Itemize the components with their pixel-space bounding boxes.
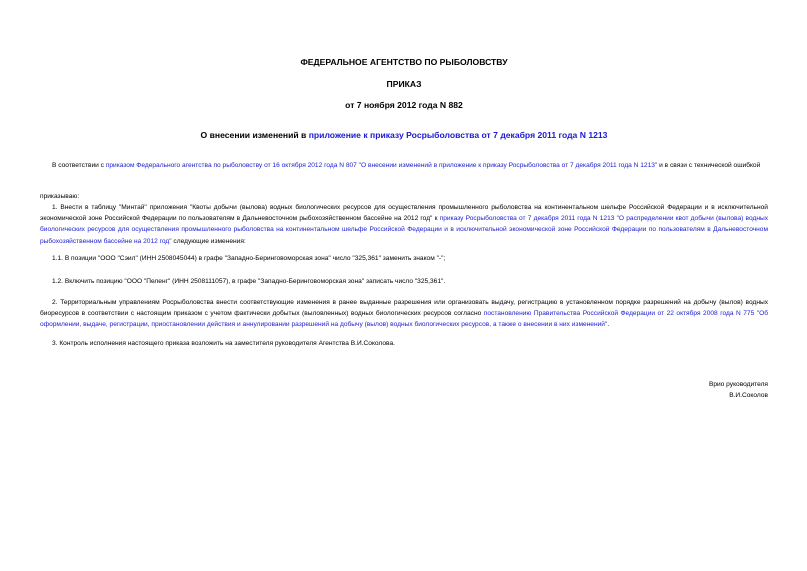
document-date-number: от 7 ноября 2012 года N 882 [345, 100, 463, 110]
item-1-1-paragraph: 1.1. В позиции "ООО "Сэил" (ИНН 2508045044) в графе "Западно-Беринговоморская зона" число "325,361" заменить знаком "-"; [52, 255, 446, 262]
item-2-paragraph [40, 297, 768, 331]
document-page [40, 0, 768, 571]
basis-suffix: и в связи с технической ошибкой [657, 162, 761, 169]
agency-title: ФЕДЕРАЛЬНОЕ АГЕНТСТВО ПО РЫБОЛОВСТВУ [300, 57, 508, 67]
item-1-link[interactable]: приказу Росрыболовства от 7 декабря 2011 года N 1213 "О распределении квот добычи (вылова) водных биологических ресурсов для осуществления промышленного рыболовства на континентальном шельфе Российской Федерации и в исключительной экономической зоне Российской Федерации по пользователям в Дальневосточном рыбохозяйственном бассейне на 2012 год" [40, 215, 768, 245]
signature-position: Врио руководителя [708, 381, 768, 388]
basis-prefix: В соответствии с [52, 162, 106, 169]
item-2-suffix: . [607, 321, 610, 329]
item-1-prefix: 1. Внести в таблицу "Минтай" приложения "Квоты добычи (вылова) водных биологических ресурсов для осуществления промышленного рыболовства на континентальном шельфе Российской Федерации и в исключительной экономической зоне Российской Федерации по пользователям в Дальневосточном рыбохозяйственном бассейне на 2012 год" к [40, 204, 768, 223]
subject-link[interactable]: приложение к приказу Росрыболовства от 7 декабря 2011 года N 1213 [308, 130, 608, 140]
document-type: ПРИКАЗ [386, 79, 422, 89]
item-3-paragraph: 3. Контроль исполнения настоящего приказа возложить на заместителя руководителя Агентства В.И.Соколова. [52, 340, 395, 347]
basis-link[interactable]: приказом Федерального агентства по рыболовству от 16 октября 2012 года N 807 "О внесении изменений в приложение к приказу Росрыболовства от 7 декабря 2011 года N 1213" [105, 162, 658, 169]
document-subject [40, 130, 768, 141]
signature-name: В.И.Соколов [729, 392, 768, 399]
subject-prefix: О внесении изменений в [200, 130, 309, 140]
item-1-paragraph [40, 202, 768, 247]
item-1-suffix: следующие изменения: [171, 237, 246, 245]
item-2-link[interactable]: постановлению Правительства Российской Федерации от 22 октября 2008 года N 775 "Об оформлении, выдаче, регистрации, приостановлении действия и аннулировании разрешений на добычу (вылов) водных биологических ресурсов, а также о внесении в них изменений" [40, 310, 768, 329]
basis-paragraph [40, 160, 768, 171]
item-2-prefix: 2. Территориальным управлениям Росрыболовства внести соответствующие изменения в ранее выданные разрешения или организовать выдачу, регистрацию в установленном порядке разрешений на добычу (вылов) водных биоресурсов в соответствии с настоящим приказом с учетом фактически добытых (выловленных) водных биологических ресурсов согласно [40, 299, 768, 318]
order-word: приказываю: [40, 193, 80, 200]
item-1-2-paragraph: 1.2. Включить позицию "ООО "Пеленг" (ИНН 2508111057), в графе "Западно-Беринговоморская зона" записать число "325,361". [52, 278, 446, 285]
